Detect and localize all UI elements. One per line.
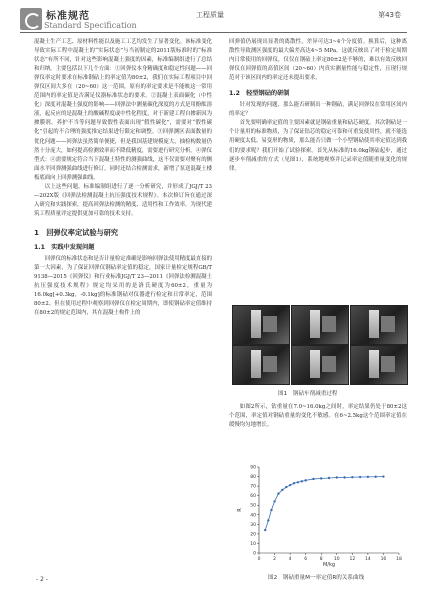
header-divider (20, 32, 407, 33)
data-point (367, 476, 369, 478)
right-column-lower (229, 403, 407, 430)
journal-title-cn: 标准规范 (46, 11, 90, 22)
data-point (293, 482, 295, 484)
data-point (270, 509, 272, 511)
data-point (301, 480, 303, 482)
page-header (0, 0, 427, 34)
x-tick-label: 8 (319, 557, 323, 562)
y-tick-label: 80 (250, 475, 256, 481)
x-tick-label: 16 (380, 557, 387, 562)
anvil-photo (350, 305, 408, 345)
x-tick-label: 4 (288, 557, 292, 562)
y-axis-label: R (237, 508, 243, 512)
y-tick-label: 30 (250, 522, 256, 528)
series-line (265, 477, 383, 531)
y-tick-label: 70 (250, 484, 256, 490)
data-point (312, 478, 314, 480)
x-tick-label: 18 (396, 557, 402, 562)
data-point (297, 481, 299, 483)
page-number: - 2 - (36, 576, 48, 583)
data-point (267, 519, 269, 521)
data-point (374, 476, 376, 478)
anvil-photo (232, 305, 290, 345)
anvil-photo (291, 305, 349, 345)
journal-logo-icon (20, 8, 42, 30)
paragraph: 混凝土生产工艺、原材料性能以及施工工艺均发生了显著变化。该标准变化导致实际工程中混凝土的“实际状态”与当初制定的2011版标准时的“标准状态”有所不同，针对这些影响混凝土强度的因素，标准编制组进行了总结和归纳，主要包括以下几个方面：①回弹仪本身精确度和稳定性问题——回弹仪率定时要求在标准钢砧上的率定值为80±2，我们在实际工程项目中回弹仪区间大多在（20~60）这一范围，原有的率定要求是不能映这一常用范围内的率定值是否满足仪器标准状态的要求。②混凝土表面碳化（中性化）深度对混凝土强度的影响——回弹法中测量碳化深度的方式是用酚酞溶液，起反应的是混凝土的酸碱程度或中性化程度，对于新建工程自掺新因为掺膜剂、养护不当等问题导致假性表面出现“假性碳化”，需要对“假性碳化”引起的不合理的强度推定结果进行限定和调整。③回弹测区表面数量的优化问题——回弹法虽然简单便捷，但是我国基建规模庞大，抽检构数量仍然十分庞大，如何提高检测效率而不降低精度，需要进行研究分析。④弹仪型式：④需要规定符合当下混凝土特性的测强曲线，这不仅需要对聚有的侧面水平回弹测强曲线进行修订，同时还结合检测需求，新增了泵送混凝土楼板底面向上回弹测强曲线。 (34, 39, 212, 181)
data-point (285, 486, 287, 488)
x-tick-label: 12 (349, 557, 356, 562)
paragraph: 回弹值仍展现出显著的离散性，差异可达3~4个分度值。换算后，这种离散性导致测区强度的最大偏差高达4~5 MPa。这就反映出了对于检定周期内日常使用的回弹仪，仅仅在钢砧上率定80±2是不够的，难以有效反映回弹仪在回弹值的高值区间（20~60）内真实测量性能与稳定性，且现行规范对于该区间内的率定还未提出要求。 (229, 39, 407, 82)
y-tick-label: 40 (250, 513, 256, 519)
figure-2-chart (233, 461, 407, 571)
paragraph: 首先要明确率定值的主要因素就是钢砧重量和砧芯硬度。其次钢砧是一个计量用的标准物质，为了保证钻芯的稳定可靠和可重复使用性，就不能选用硬度太低、易变形的物质，那么能否只做一个小型钢砧使其率定值达到我们的要求呢？我们开始了试验探索。首先从标准的16.0kg钢砧起步，通过逐步车削减重的方式（见图1），系统地观察并记录率定值随重量变化的规律。 (229, 120, 407, 172)
left-column (34, 38, 212, 318)
x-tick-label: 10 (333, 557, 340, 562)
y-tick-label: 50 (250, 503, 256, 509)
chart-svg (233, 461, 407, 571)
data-point (359, 476, 361, 478)
data-point (289, 484, 291, 486)
paragraph: 如图2所示，钻重量在7.0~16.0kg之间时，率定结果仍处于80±2这个范围，率定值对钢砧重量的变化不敏感。在6~2.5kg这个范围率定值在缓慢均匀地增长。 (229, 404, 407, 429)
y-tick-label: 90 (250, 465, 256, 471)
subsection-heading: 1.1 实践中发现问题 (34, 243, 95, 251)
paragraph: 回弹仪的标准状态和是否计量检定准确是影响回弹法使用精度最直接的第一大因素，为了保证回弹仪钢砧率定值的稳定，国家计量检定规程GB/T 9138—2015《回弹仪》和行业标准JGJ/T 23—2011《回弹法检测混凝土抗压强度技术规程》规定均采用的是洛氏硬度为60±2，重量为16.0kg[+0.3kg，-0.1kg]的标准钢砧对仪器进行检定和日常率定，范围80±2。但在使用过程中观察到回弹仪在检定周期内，即使钢砧率定值维持在80±2的规定范围内，其在混凝土构件上的 (34, 256, 212, 317)
right-column (229, 38, 407, 174)
figure-1-caption: 图1 钢砧车削减重过程 (278, 391, 338, 397)
y-tick-label: 60 (250, 494, 256, 500)
data-point (281, 489, 283, 491)
data-point (328, 477, 330, 479)
data-point (343, 476, 345, 478)
y-tick-label: 0 (253, 551, 256, 557)
data-point (382, 475, 384, 477)
x-tick-label: 6 (304, 557, 308, 562)
x-tick-label: 2 (273, 557, 276, 562)
x-axis-label: M/kg (322, 562, 336, 568)
anvil-photo (291, 345, 349, 385)
anvil-photo (350, 345, 408, 385)
data-point (304, 479, 306, 481)
subsection-heading: 1.2 轻型钢砧的研制 (229, 90, 290, 98)
paragraph: 以上这些问题，标准编制组进行了逐一分析研究，并形成了JGJ/T 23—202X版《回弹法检测混凝土抗压强度技术规程》。本次修订旨在通过深入研究和实践探索，提高回弹法检测的精度、适用性和工作效率，为现代建筑工程质量评定提供更加可靠的技术支持。 (34, 183, 212, 217)
volume-number: 第43卷 (378, 11, 401, 19)
journal-name: 工程质量 (196, 11, 224, 19)
data-point (264, 529, 266, 531)
figure-2-caption: 图2 钢砧重量M一率定值R的关系曲线 (268, 575, 365, 581)
figure-1 (232, 305, 406, 385)
y-tick-label: 20 (250, 532, 256, 538)
y-tick-label: 10 (250, 541, 256, 547)
data-point (351, 476, 353, 478)
data-point (273, 500, 275, 502)
section-heading: 1 回弹仪率定试验与研究 (34, 227, 119, 237)
data-point (320, 477, 322, 479)
data-point (336, 476, 338, 478)
journal-title-en: Standard Specification (44, 21, 137, 30)
data-point (277, 493, 279, 495)
x-tick-label: 0 (257, 557, 261, 562)
x-tick-label: 14 (365, 557, 371, 562)
anvil-photo (232, 345, 290, 385)
paragraph: 针对发现的问题，那么能否研制出一种钢砧，满足回弹仪在常用区间内的率定？ (229, 102, 407, 118)
